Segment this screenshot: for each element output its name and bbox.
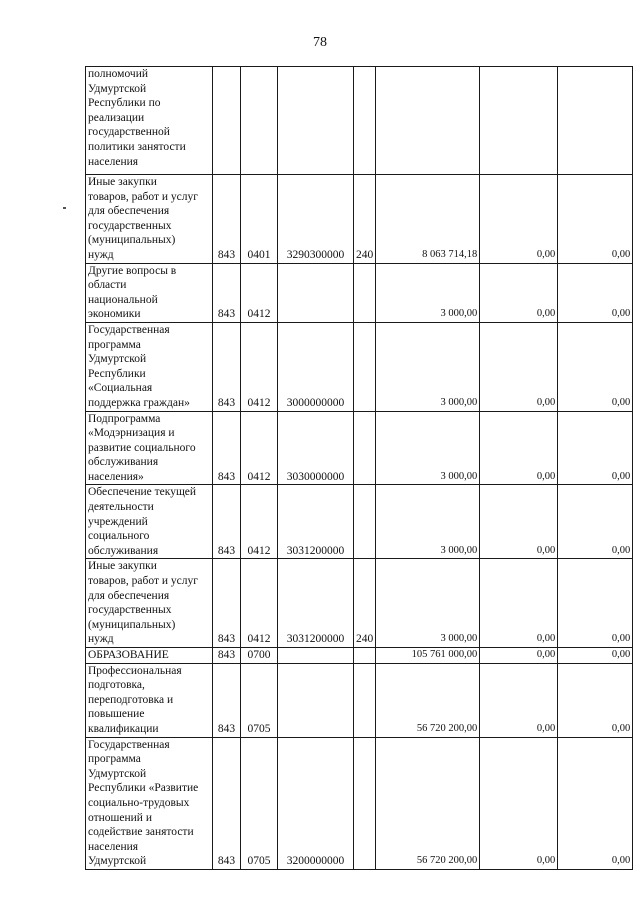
row-name-cell (86, 663, 213, 737)
expense-type-cell (354, 411, 376, 485)
amount-2-cell: 0,00 (480, 322, 558, 411)
table-row (86, 485, 633, 559)
amount-cell: 8 063 714,18 (376, 175, 480, 264)
ministry-code-cell: 843 (213, 663, 241, 737)
row-name-line: обслуживания (88, 544, 159, 557)
row-name-line: (муниципальных) (88, 618, 176, 631)
ministry-code-cell: 843 (213, 322, 241, 411)
section-code-cell: 0401 (241, 175, 278, 264)
amount-cell: 56 720 200,00 (376, 663, 480, 737)
row-name-line: Иные закупки (88, 176, 157, 188)
ministry-code-cell: 843 (213, 411, 241, 485)
row-name-cell (86, 67, 213, 175)
row-name-line: Государственная (88, 738, 170, 751)
section-code-cell: 0412 (241, 485, 278, 559)
ministry-code-cell: 843 (213, 737, 241, 869)
amount-3-cell: 0,00 (558, 559, 633, 648)
row-name-line: программа (88, 338, 141, 351)
target-code-cell (278, 263, 354, 322)
expense-type-cell (354, 737, 376, 869)
row-name-cell (86, 411, 213, 485)
row-name-line: (муниципальных) (88, 234, 176, 247)
amount-3-cell: 0,00 (558, 737, 633, 869)
amount-2-cell: 0,00 (480, 663, 558, 737)
table-row (86, 559, 633, 648)
row-name-line: Удмуртской (88, 82, 147, 95)
section-code-cell: 0705 (241, 663, 278, 737)
row-name-cell (86, 559, 213, 648)
table-row (86, 67, 633, 175)
ministry-code-cell (213, 67, 241, 175)
section-code-cell: 0412 (241, 411, 278, 485)
row-name-line: переподготовка и (88, 693, 174, 706)
expense-type-cell (354, 648, 376, 664)
row-name-line: «Модэрнизация и (88, 427, 175, 440)
row-name-line: для обеспечения (88, 205, 170, 218)
amount-cell: 3 000,00 (376, 263, 480, 322)
amount-2-cell: 0,00 (480, 485, 558, 559)
section-code-cell (241, 67, 278, 175)
row-name-line: поддержка граждан» (88, 396, 190, 409)
section-code-cell: 0700 (241, 648, 278, 664)
row-name-line: Удмуртской (88, 767, 147, 780)
target-code-cell (278, 67, 354, 175)
row-name-cell (86, 737, 213, 869)
row-name-line: Государственная (88, 323, 170, 336)
row-name-line: программа (88, 753, 141, 766)
expense-type-cell (354, 263, 376, 322)
row-name-line: области (88, 279, 127, 292)
row-name-line: государственной (88, 126, 170, 139)
section-code-cell: 0412 (241, 322, 278, 411)
target-code-cell: 3290300000 (278, 175, 354, 264)
row-name-line: ОБРАЗОВАНИЕ (88, 649, 169, 661)
row-name-line: национальной (88, 293, 158, 306)
row-name-line: полномочий (88, 68, 148, 80)
amount-3-cell (558, 67, 633, 175)
row-name-line: деятельности (88, 501, 154, 514)
page-number: 78 (313, 35, 327, 50)
row-name-line: экономики (88, 308, 141, 321)
amount-2-cell: 0,00 (480, 737, 558, 869)
expense-type-cell: 240 (354, 559, 376, 648)
table-row (86, 737, 633, 869)
amount-2-cell: 0,00 (480, 648, 558, 664)
amount-3-cell: 0,00 (558, 263, 633, 322)
expense-type-cell (354, 485, 376, 559)
target-code-cell: 3000000000 (278, 322, 354, 411)
row-name-line: населения (88, 840, 139, 853)
section-code-cell: 0705 (241, 737, 278, 869)
row-name-line: подготовка, (88, 679, 145, 692)
table-row (86, 648, 633, 664)
scan-mark (63, 207, 66, 209)
ministry-code-cell: 843 (213, 559, 241, 648)
row-name-line: социального (88, 530, 150, 543)
row-name-line: Республики (88, 367, 146, 380)
target-code-cell (278, 663, 354, 737)
target-code-cell: 3200000000 (278, 737, 354, 869)
amount-3-cell: 0,00 (558, 648, 633, 664)
amount-2-cell: 0,00 (480, 175, 558, 264)
amount-cell: 3 000,00 (376, 485, 480, 559)
amount-2-cell: 0,00 (480, 411, 558, 485)
row-name-line: «Социальная (88, 382, 153, 395)
row-name-line: Удмуртской (88, 353, 147, 366)
row-name-line: развитие социального (88, 441, 196, 454)
row-name-line: Профессиональная (88, 664, 182, 677)
row-name-cell (86, 485, 213, 559)
ministry-code-cell: 843 (213, 175, 241, 264)
table-row (86, 411, 633, 485)
amount-3-cell: 0,00 (558, 175, 633, 264)
target-code-cell: 3031200000 (278, 485, 354, 559)
row-name-line: содействие занятости (88, 826, 194, 839)
row-name-line: Республики по (88, 97, 161, 110)
row-name-line: Обеспечение текущей (88, 486, 197, 499)
table-row (86, 663, 633, 737)
amount-cell: 3 000,00 (376, 322, 480, 411)
amount-cell: 3 000,00 (376, 411, 480, 485)
row-name-line: нужд (88, 633, 114, 646)
row-name-line: реализации (88, 111, 145, 124)
amount-3-cell: 0,00 (558, 411, 633, 485)
row-name-line: Другие вопросы в (88, 264, 177, 277)
row-name-line: обслуживания (88, 456, 159, 469)
row-name-line: нужд (88, 248, 114, 261)
expense-type-cell (354, 663, 376, 737)
target-code-cell: 3030000000 (278, 411, 354, 485)
amount-2-cell: 0,00 (480, 559, 558, 648)
row-name-cell (86, 263, 213, 322)
row-name-line: населения (88, 155, 139, 168)
row-name-line: населения» (88, 470, 144, 483)
row-name-line: Подпрограмма (88, 412, 161, 425)
row-name-line: Удмуртской (88, 855, 147, 868)
amount-cell: 56 720 200,00 (376, 737, 480, 869)
row-name-cell (86, 322, 213, 411)
row-name-cell (86, 648, 213, 664)
target-code-cell: 3031200000 (278, 559, 354, 648)
row-name-line: для обеспечения (88, 589, 170, 602)
ministry-code-cell: 843 (213, 263, 241, 322)
expense-type-cell (354, 322, 376, 411)
row-name-line: социально-трудовых (88, 796, 190, 809)
target-code-cell (278, 648, 354, 664)
row-name-line: повышение (88, 708, 145, 721)
table-row (86, 175, 633, 264)
amount-3-cell: 0,00 (558, 485, 633, 559)
row-name-line: Республики «Развитие (88, 782, 199, 795)
section-code-cell: 0412 (241, 559, 278, 648)
amount-2-cell: 0,00 (480, 263, 558, 322)
table-row (86, 263, 633, 322)
ministry-code-cell: 843 (213, 648, 241, 664)
amount-3-cell: 0,00 (558, 322, 633, 411)
row-name-line: Иные закупки (88, 560, 157, 573)
row-name-line: учреждений (88, 515, 148, 528)
amount-cell: 105 761 000,00 (376, 648, 480, 664)
row-name-line: отношений и (88, 811, 152, 824)
amount-cell (376, 67, 480, 175)
row-name-line: товаров, работ и услуг (88, 190, 198, 203)
row-name-line: квалификации (88, 722, 159, 735)
row-name-line: товаров, работ и услуг (88, 575, 198, 588)
expense-type-cell: 240 (354, 175, 376, 264)
row-name-line: государственных (88, 219, 172, 232)
amount-2-cell (480, 67, 558, 175)
amount-3-cell: 0,00 (558, 663, 633, 737)
row-name-line: государственных (88, 604, 172, 617)
table-row (86, 322, 633, 411)
expense-type-cell (354, 67, 376, 175)
row-name-line: политики занятости (88, 140, 186, 153)
budget-table (85, 66, 633, 870)
row-name-cell (86, 175, 213, 264)
ministry-code-cell: 843 (213, 485, 241, 559)
section-code-cell: 0412 (241, 263, 278, 322)
amount-cell: 3 000,00 (376, 559, 480, 648)
